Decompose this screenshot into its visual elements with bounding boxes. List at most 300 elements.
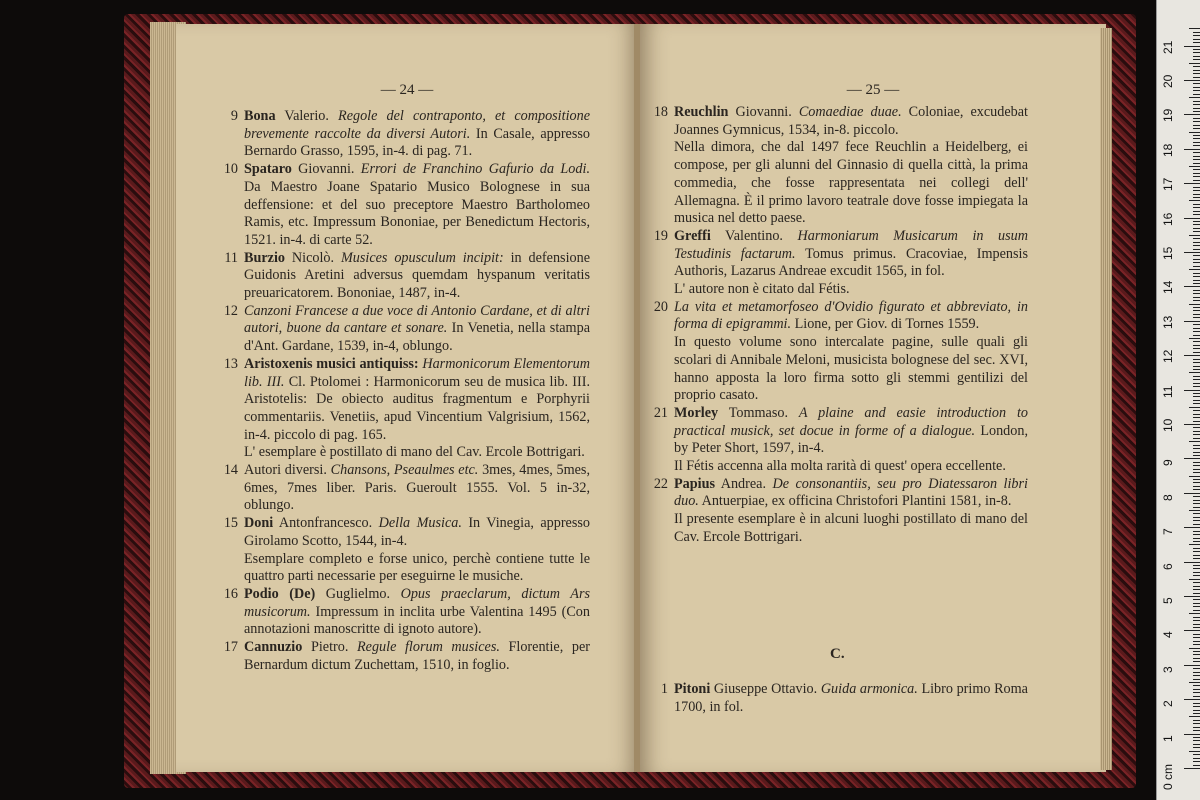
entry-author-rest: Antonfrancesco. — [273, 515, 379, 532]
entry-author: Spataro — [244, 161, 292, 178]
ruler-tick — [1193, 259, 1200, 260]
ruler-tick — [1193, 503, 1200, 504]
catalog-entry — [218, 356, 590, 462]
ruler-tick — [1193, 135, 1200, 136]
ruler-tick — [1193, 211, 1200, 212]
catalog-entry — [648, 681, 1028, 716]
ruler-tick — [1193, 283, 1200, 284]
entry-title: Della Musica. — [378, 515, 462, 532]
ruler-tick — [1193, 624, 1200, 625]
catalog-entry — [218, 303, 590, 356]
ruler-label: 13 — [1161, 315, 1175, 329]
entry-imprint: Florentie, per Bernardum dictum Zuchettam, 1510, in foglio. — [244, 639, 590, 673]
ruler-tick — [1189, 407, 1200, 408]
catalog-entry — [648, 299, 1028, 405]
ruler-tick — [1193, 317, 1200, 318]
ruler-tick — [1193, 765, 1200, 766]
catalog-entry — [218, 250, 590, 303]
entry-title: La vita et metamorfoseo d'Ovidio figurato et abbreviato, in forma di epigrammi. — [674, 298, 1028, 333]
ruler-tick — [1193, 176, 1200, 177]
entry-author: Pitoni — [674, 681, 711, 697]
entry-author: Papius — [674, 475, 716, 492]
page-number: — 25 — — [846, 82, 900, 98]
ruler-tick — [1189, 544, 1200, 545]
ruler-tick — [1193, 593, 1200, 594]
entry-imprint: Tomus primus. Cracoviae, Impensis Authoris, Lazarus Andreae excudit 1565, in fol. — [674, 245, 1029, 280]
ruler-tick — [1193, 101, 1200, 102]
ruler-tick — [1193, 538, 1200, 539]
ruler-tick — [1184, 321, 1200, 322]
ruler-label: 6 — [1161, 562, 1175, 570]
ruler-tick — [1193, 383, 1200, 384]
ruler-tick — [1193, 348, 1200, 349]
entry-imprint: Cl. Ptolomei : Harmonicorum seu de musica lib. III. Aristotelis: De obiecto auditus fragmentum e Porphyrii commentariis. Venetiis, apud Vincentium Valgrisium, 1562, in-4. piccolo di pag. 165. — [244, 373, 590, 443]
ruler-tick — [1193, 641, 1200, 642]
ruler-tick — [1193, 610, 1200, 611]
entry-note: L' esemplare è postillato di mano del Cav. Ercole Bottrigari. — [244, 444, 585, 461]
ruler-tick — [1193, 369, 1200, 370]
ruler-tick — [1193, 634, 1200, 635]
ruler-tick — [1193, 214, 1200, 215]
ruler-tick — [1193, 111, 1200, 112]
ruler-tick — [1193, 685, 1200, 686]
ruler-tick — [1193, 644, 1200, 645]
entry-author: Aristoxenis musici antiquiss: — [244, 355, 419, 372]
entry-number: 12 — [223, 302, 238, 319]
ruler-tick — [1193, 637, 1200, 638]
ruler-tick — [1193, 207, 1200, 208]
entry-imprint: In Vinegia, appresso Girolamo Scotto, 1544, in-4. — [244, 515, 590, 549]
entry-number: 19 — [653, 227, 668, 244]
ruler-tick — [1193, 108, 1200, 109]
ruler-tick — [1193, 723, 1200, 724]
ruler-tick — [1193, 486, 1200, 487]
ruler-tick — [1193, 187, 1200, 188]
ruler-tick — [1193, 290, 1200, 291]
entry-title: De consonantiis, seu pro Diatessaron libri duo. — [674, 475, 1028, 510]
ruler-tick — [1193, 431, 1200, 432]
ruler-tick — [1193, 414, 1200, 415]
ruler-label: 2 — [1161, 700, 1175, 708]
ruler-tick — [1193, 280, 1200, 281]
ruler-tick — [1193, 713, 1200, 714]
ruler-tick — [1193, 190, 1200, 191]
ruler-tick — [1193, 534, 1200, 535]
ruler-label: 11 — [1161, 385, 1175, 398]
ruler-tick — [1193, 568, 1200, 569]
ruler-tick — [1193, 145, 1200, 146]
ruler-tick — [1189, 63, 1200, 64]
catalog-entry — [218, 586, 590, 639]
ruler-tick — [1193, 582, 1200, 583]
ruler-tick — [1193, 331, 1200, 332]
ruler-tick — [1184, 768, 1200, 769]
ruler-label: 15 — [1161, 246, 1175, 260]
ruler-tick — [1193, 417, 1200, 418]
ruler-tick — [1193, 104, 1200, 105]
entry-title: Canzoni Francese a due voce di Antonio Cardane, et di altri autori, buone da cantare et sonare. — [244, 302, 590, 337]
scale-ruler — [1156, 0, 1200, 800]
ruler-tick — [1193, 482, 1200, 483]
entry-author-rest: Valerio. — [275, 108, 339, 124]
page-number: — 24 — — [380, 82, 434, 98]
ruler-tick — [1193, 376, 1200, 377]
ruler-tick — [1193, 496, 1200, 497]
ruler-tick — [1193, 328, 1200, 329]
entry-author-rest: Andrea. — [715, 475, 773, 492]
ruler-tick — [1193, 507, 1200, 508]
ruler-tick — [1193, 94, 1200, 95]
ruler-tick — [1193, 403, 1200, 404]
entry-author: Bona — [244, 108, 276, 124]
ruler-tick — [1189, 132, 1200, 133]
ruler-label: 20 — [1161, 74, 1175, 88]
ruler-tick — [1189, 613, 1200, 614]
ruler-label: 9 — [1161, 459, 1175, 467]
ruler-tick — [1189, 304, 1200, 305]
ruler-tick — [1193, 696, 1200, 697]
ruler-tick — [1193, 606, 1200, 607]
ruler-tick — [1193, 341, 1200, 342]
entry-author: Reuchlin — [674, 104, 729, 120]
ruler-tick — [1193, 138, 1200, 139]
ruler-tick — [1193, 396, 1200, 397]
ruler-tick — [1184, 424, 1200, 425]
entry-imprint: in defensione Guidonis Aretini adversus quemdam hyspanum veritatis preuaricatorem. Bononiae, 1487, in-4. — [244, 249, 590, 302]
ruler-tick — [1193, 479, 1200, 480]
ruler-tick — [1193, 128, 1200, 129]
entry-number: 14 — [223, 462, 238, 479]
ruler-label: 21 — [1161, 40, 1175, 54]
entry-number: 15 — [223, 515, 238, 532]
entry-number: 16 — [223, 585, 238, 602]
entry-imprint: London, by Peter Short, 1597, in-4. — [674, 422, 1029, 457]
ruler-tick — [1193, 66, 1200, 67]
ruler-tick — [1193, 668, 1200, 669]
entry-number: 17 — [223, 639, 238, 656]
ruler-tick — [1193, 589, 1200, 590]
entry-note: Nella dimora, che dal 1497 fece Reuchlin a Heidelberg, ei compose, per gli alunni del Ginnasio di quella città, la prima commedia, che fosse rappresentata nei collegi dell' Allemagna. È il primo lavoro teatrale dove fosse impiegata la musica nel detto paese. — [674, 139, 1028, 227]
entry-title: Errori de Franchino Gafurio da Lodi. — [360, 161, 590, 178]
ruler-tick — [1184, 355, 1200, 356]
ruler-tick — [1193, 679, 1200, 680]
entry-author: Morley — [674, 404, 719, 421]
entry-title: Regule florum musices. — [357, 639, 500, 656]
entry-number: 11 — [224, 249, 238, 266]
entry-imprint: 3mes, 4mes, 5mes, 6mes, 7mes liber. Paris. Gueroult 1555. Vol. 5 in-32, oblungo. — [244, 462, 590, 514]
ruler-tick — [1193, 658, 1200, 659]
entry-note: Il Fétis accenna alla molta rarità di quest' opera eccellente. — [674, 458, 1006, 475]
ruler-tick — [1193, 169, 1200, 170]
right-page — [640, 24, 1106, 772]
ruler-label: 18 — [1161, 143, 1175, 157]
entry-number: 21 — [653, 404, 668, 421]
ruler-tick — [1184, 734, 1200, 735]
catalog-entry — [648, 104, 1028, 228]
entry-number: 1 — [660, 681, 668, 697]
ruler-label: 7 — [1161, 528, 1175, 536]
ruler-label: 8 — [1161, 494, 1175, 501]
ruler-tick — [1193, 142, 1200, 143]
ruler-tick — [1193, 727, 1200, 728]
ruler-tick — [1193, 400, 1200, 401]
ruler-label: 19 — [1161, 109, 1175, 123]
ruler-tick — [1193, 410, 1200, 411]
ruler-tick — [1193, 293, 1200, 294]
entry-number: 10 — [223, 161, 238, 178]
ruler-tick — [1193, 273, 1200, 274]
ruler-tick — [1193, 255, 1200, 256]
ruler-tick — [1184, 527, 1200, 528]
ruler-tick — [1193, 462, 1200, 463]
ruler-tick — [1184, 699, 1200, 700]
ruler-tick — [1189, 510, 1200, 511]
entry-imprint: Antuerpiae, ex officina Christofori Plantini 1581, in-8. — [698, 493, 1012, 510]
ruler-tick — [1193, 517, 1200, 518]
ruler-tick — [1193, 555, 1200, 556]
ruler-tick — [1193, 39, 1200, 40]
ruler-unit-label: 0 cm — [1161, 763, 1175, 790]
ruler-tick — [1193, 245, 1200, 246]
ruler-tick — [1193, 362, 1200, 363]
entry-author-rest: Guglielmo. — [315, 585, 401, 602]
ruler-tick — [1193, 59, 1200, 60]
ruler-tick — [1193, 672, 1200, 673]
ruler-tick — [1189, 269, 1200, 270]
ruler-tick — [1189, 338, 1200, 339]
entry-title: A plaine and easie introduction to practical musick, set docue in forme of a dialogue. — [674, 404, 1028, 439]
ruler-tick — [1184, 458, 1200, 459]
ruler-label: 16 — [1161, 212, 1175, 226]
catalog-entry — [218, 462, 590, 515]
ruler-tick — [1193, 761, 1200, 762]
entry-author: Greffi — [674, 227, 711, 244]
entry-title: Comaediae duae. — [798, 104, 902, 120]
entry-note: L' autore non è citato dal Fétis. — [674, 281, 850, 298]
ruler-tick — [1193, 744, 1200, 745]
ruler-tick — [1193, 758, 1200, 759]
ruler-tick — [1189, 166, 1200, 167]
entry-title: Opus praeclarum, dictum Ars musicorum. — [244, 585, 590, 620]
ruler-tick — [1193, 156, 1200, 157]
ruler-tick — [1193, 548, 1200, 549]
ruler-tick — [1184, 665, 1200, 666]
ruler-tick — [1193, 125, 1200, 126]
ruler-tick — [1193, 434, 1200, 435]
entry-author: Doni — [244, 515, 274, 532]
ruler-tick — [1193, 524, 1200, 525]
ruler-tick — [1193, 238, 1200, 239]
ruler-tick — [1193, 448, 1200, 449]
ruler-tick — [1193, 520, 1200, 521]
ruler-tick — [1193, 706, 1200, 707]
entry-number: 13 — [223, 355, 238, 372]
ruler-tick — [1193, 310, 1200, 311]
ruler-tick — [1184, 252, 1200, 253]
ruler-tick — [1193, 121, 1200, 122]
ruler-tick — [1193, 754, 1200, 755]
entry-author-rest: Giuseppe Ottavio. — [710, 681, 821, 697]
entry-imprint: In Venetia, nella stampa d'Ant. Gardane, 1539, in-4, oblungo. — [244, 320, 590, 355]
ruler-tick — [1184, 149, 1200, 150]
ruler-tick — [1193, 224, 1200, 225]
entry-author-rest: Autori diversi. — [244, 462, 331, 479]
ruler-tick — [1193, 747, 1200, 748]
entry-note: Esemplare completo e forse unico, perchè contiene tutte le quattro parti necessarie per eseguirne le musiche. — [244, 550, 590, 585]
ruler-label: 10 — [1161, 418, 1175, 432]
ruler-tick — [1193, 194, 1200, 195]
ruler-tick — [1193, 710, 1200, 711]
ruler-tick — [1193, 465, 1200, 466]
ruler-tick — [1193, 70, 1200, 71]
ruler-tick — [1184, 493, 1200, 494]
ruler-tick — [1193, 586, 1200, 587]
ruler-tick — [1193, 242, 1200, 243]
ruler-tick — [1193, 56, 1200, 57]
entry-number: 20 — [653, 298, 668, 315]
ruler-tick — [1193, 159, 1200, 160]
ruler-tick — [1189, 97, 1200, 98]
ruler-tick — [1184, 562, 1200, 563]
catalog-entry — [218, 108, 590, 161]
ruler-tick — [1193, 197, 1200, 198]
ruler-tick — [1193, 654, 1200, 655]
ruler-tick — [1193, 276, 1200, 277]
entry-imprint: Impressum in inclita urbe Valentina 1495 (Con annotazioni manoscritte di ignoto autore). — [244, 603, 590, 638]
ruler-tick — [1193, 452, 1200, 453]
ruler-tick — [1193, 262, 1200, 263]
ruler-tick — [1193, 204, 1200, 205]
entry-author-rest: Pietro. — [302, 639, 357, 656]
entry-title: Harmoniarum Musicarum in usum Testudinis factarum. — [674, 227, 1028, 262]
ruler-tick — [1193, 558, 1200, 559]
ruler-tick — [1193, 32, 1200, 33]
entry-author: Podio (De) — [244, 585, 316, 602]
ruler-tick — [1189, 476, 1200, 477]
ruler-tick — [1193, 651, 1200, 652]
ruler-tick — [1193, 689, 1200, 690]
ruler-tick — [1193, 720, 1200, 721]
entry-imprint: Coloniae, excudebat Joannes Gymnicus, 1534, in-8. piccolo. — [674, 104, 1028, 138]
ruler-tick — [1193, 575, 1200, 576]
ruler-tick — [1193, 393, 1200, 394]
ruler-tick — [1193, 603, 1200, 604]
ruler-tick — [1184, 630, 1200, 631]
ruler-tick — [1193, 661, 1200, 662]
ruler-tick — [1189, 372, 1200, 373]
entry-number: 18 — [653, 104, 668, 120]
ruler-tick — [1193, 90, 1200, 91]
ruler-tick — [1193, 438, 1200, 439]
ruler-tick — [1184, 80, 1200, 81]
entry-note: Il presente esemplare è in alcuni luoghi postillato di mano del Cav. Ercole Bottrigari. — [674, 511, 1028, 545]
ruler-tick — [1193, 335, 1200, 336]
ruler-tick — [1193, 551, 1200, 552]
ruler-tick — [1193, 87, 1200, 88]
ruler-label: 3 — [1161, 666, 1175, 673]
ruler-tick — [1193, 541, 1200, 542]
ruler-tick — [1189, 579, 1200, 580]
ruler-tick — [1193, 386, 1200, 387]
ruler-tick — [1193, 472, 1200, 473]
ruler-tick — [1193, 730, 1200, 731]
entry-imprint: In Casale, appresso Bernardo Grasso, 1595, in-4. di pag. 71. — [244, 125, 590, 160]
ruler-tick — [1193, 266, 1200, 267]
ruler-tick — [1193, 83, 1200, 84]
ruler-tick — [1193, 77, 1200, 78]
ruler-tick — [1184, 183, 1200, 184]
ruler-tick — [1193, 300, 1200, 301]
ruler-tick — [1193, 35, 1200, 36]
ruler-tick — [1189, 441, 1200, 442]
catalog-entry — [218, 515, 590, 586]
ruler-tick — [1193, 572, 1200, 573]
ruler-tick — [1189, 200, 1200, 201]
ruler-tick — [1184, 114, 1200, 115]
entry-title: Musices opusculum incipit: — [340, 249, 504, 266]
ruler-tick — [1193, 740, 1200, 741]
ruler-tick — [1193, 324, 1200, 325]
entry-author-rest: Tommaso. — [718, 404, 799, 421]
catalog-entries — [648, 104, 1028, 547]
entry-imprint: Lione, per Giov. di Tornes 1559. — [791, 316, 980, 333]
ruler-tick — [1193, 737, 1200, 738]
ruler-tick — [1193, 42, 1200, 43]
ruler-tick — [1193, 228, 1200, 229]
entry-author-rest: Giovanni. — [728, 104, 799, 120]
ruler-tick — [1193, 421, 1200, 422]
ruler-tick — [1184, 46, 1200, 47]
ruler-label: 4 — [1161, 631, 1175, 639]
entry-note: In questo volume sono intercalate pagine, sulle quali gli scolari di Annibale Meloni, musicista bolognese del sec. XVI, hanno apposta la loro firma sotto gli stemmi gentilizi del proprio casato. — [674, 334, 1028, 404]
catalog-entries — [218, 108, 590, 675]
ruler-label: 1 — [1161, 734, 1175, 742]
ruler-tick — [1193, 599, 1200, 600]
ruler-tick — [1189, 682, 1200, 683]
ruler-tick — [1193, 231, 1200, 232]
entry-number: 22 — [653, 475, 668, 492]
ruler-tick — [1193, 531, 1200, 532]
ruler-label: 5 — [1161, 597, 1175, 604]
page-edges-right — [1100, 28, 1112, 770]
ruler-tick — [1193, 345, 1200, 346]
entry-number: 9 — [230, 108, 238, 124]
ruler-tick — [1193, 379, 1200, 380]
entry-title: Regole del contraponto, et compositione brevemente raccolte da diversi Autori. — [244, 108, 590, 142]
ruler-tick — [1193, 620, 1200, 621]
entry-imprint: Da Maestro Joane Spatario Musico Bolognese in sua deffensione: et del suo preceptore Maestro Bartholomeo Ramis, etc. Impressum Bononiae, per Benedictum Hectoris, 1521. in-4. di carte 52. — [244, 178, 590, 248]
catalog-entry — [218, 161, 590, 250]
catalog-entry — [648, 228, 1028, 299]
entry-imprint: Libro primo Roma 1700, in fol. — [674, 681, 1028, 715]
ruler-tick — [1193, 703, 1200, 704]
ruler-tick — [1193, 73, 1200, 74]
ruler-tick — [1193, 675, 1200, 676]
ruler-label: 14 — [1161, 281, 1175, 295]
ruler-tick — [1193, 489, 1200, 490]
ruler-tick — [1189, 751, 1200, 752]
ruler-tick — [1193, 314, 1200, 315]
ruler-tick — [1189, 648, 1200, 649]
ruler-tick — [1193, 152, 1200, 153]
ruler-tick — [1193, 455, 1200, 456]
ruler-tick — [1193, 49, 1200, 50]
ruler-tick — [1193, 445, 1200, 446]
ruler-tick — [1193, 163, 1200, 164]
catalog-entry — [648, 476, 1028, 547]
ruler-tick — [1193, 513, 1200, 514]
ruler-tick — [1193, 617, 1200, 618]
